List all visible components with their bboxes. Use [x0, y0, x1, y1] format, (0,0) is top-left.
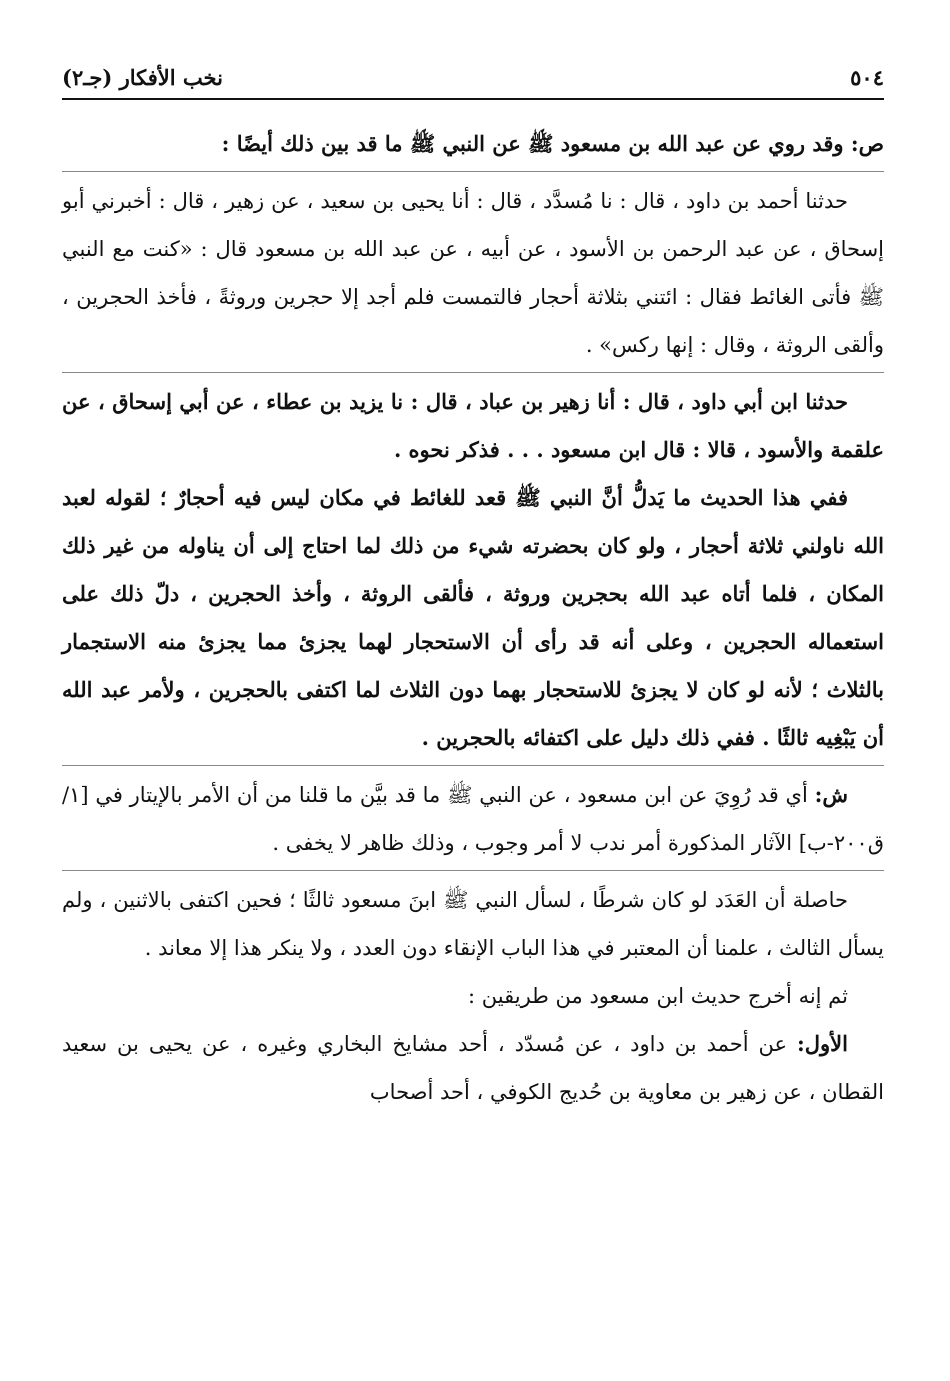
matn-heading-paragraph — [62, 120, 884, 168]
matn-commentary-paragraph — [62, 474, 884, 762]
page-number: ٥٠٤ — [850, 64, 884, 90]
book-title: نخب الأفكار (جـ٢) — [62, 64, 223, 90]
paragraph-text: عن أحمد بن داود ، عن مُسدّد ، أحد مشايخ البخاري وغيره ، عن يحيى بن سعيد القطان ، عن زهير بن معاوية بن حُديج الكوفي ، أحد أصحاب — [62, 1032, 884, 1104]
separator-line — [62, 870, 884, 871]
paragraph-text: ففي هذا الحديث ما يَدلُّ أنَّ النبي ﷺ قعد للغائط في مكان ليس فيه أحجارٌ ؛ لقوله لعبد الله ناولني ثلاثة أحجار ، ولو كان بحضرته شيء من ذلك لما احتاج إلى أن يناوله من غير ذلك المكان ، فلما أتاه عبد الله بحجرين وروثة ، فألقى الروثة ، وأخذ الحجرين ، دلّ ذلك على استعماله الحجرين ، وعلى أنه قد رأى أن الاستحجار لهما يجزئ مما يجزئ منه الاستجمار بالثلاث ؛ لأنه لو كان لا يجزئ للاستحجار بهما دون الثلاث لما اكتفى بالحجرين ، ولأمر عبد الله أن يَبْغِيه ثالثًا . ففي ذلك دليل على اكتفائه بالحجرين . — [62, 485, 884, 750]
sharh-paragraph — [62, 876, 884, 972]
page-body — [62, 120, 884, 1116]
matn-marker: ص: — [850, 131, 884, 156]
hadith-paragraph — [62, 378, 884, 474]
first-path-marker: الأول: — [797, 1031, 848, 1056]
paragraph-text: حدثنا أحمد بن داود ، قال : نا مُسدَّد ، قال : أنا يحيى بن سعيد ، عن زهير ، قال : أخبرني أبو إسحاق ، عن عبد الرحمن بن الأسود ، عن أبيه ، عن عبد الله بن مسعود قال : «كنت مع النبي ﷺ فأتى الغائط فقال : ائتني بثلاثة أحجار فالتمست فلم أجد إلا حجرين وروثةً ، فأخذ الحجرين ، وألقى الروثة ، وقال : إنها ركس» . — [62, 189, 884, 357]
paragraph-text: وقد روي عن عبد الله بن مسعود ﷺ عن النبي ﷺ ما قد بين ذلك أيضًا : — [221, 131, 851, 156]
page-header — [62, 56, 884, 100]
paragraph-text: حدثنا ابن أبي داود ، قال : أنا زهير بن عباد ، قال : نا يزيد بن عطاء ، عن أبي إسحاق ، عن علقمة والأسود ، قالا : قال ابن مسعود . . . فذكر نحوه . — [62, 389, 884, 462]
hadith-paragraph — [62, 177, 884, 369]
paragraph-text: أي قد رُوِيَ عن ابن مسعود ، عن النبي ﷺ ما قد بيَّن ما قلنا من أن الأمر بالإيتار في [١/ ق٢٠٠-ب] الآثار المذكورة أمر ندب لا أمر وجوب ، وذلك ظاهر لا يخفى . — [62, 783, 884, 855]
separator-line — [62, 171, 884, 172]
sharh-paragraph — [62, 1020, 884, 1116]
separator-line — [62, 372, 884, 373]
paragraph-text: حاصلة أن العَدَد لو كان شرطًا ، لسأل النبي ﷺ ابنَ مسعود ثالثًا ؛ فحين اكتفى بالاثنين ، ولم يسأل الثالث ، علمنا أن المعتبر في هذا الباب الإنقاء دون العدد ، ولا ينكر هذا إلا معاند . — [62, 888, 884, 960]
sharh-marker: ش: — [814, 782, 848, 807]
sharh-paragraph — [62, 771, 884, 867]
separator-line — [62, 765, 884, 766]
sharh-paragraph — [62, 972, 884, 1020]
paragraph-text: ثم إنه أخرج حديث ابن مسعود من طريقين : — [468, 984, 848, 1008]
